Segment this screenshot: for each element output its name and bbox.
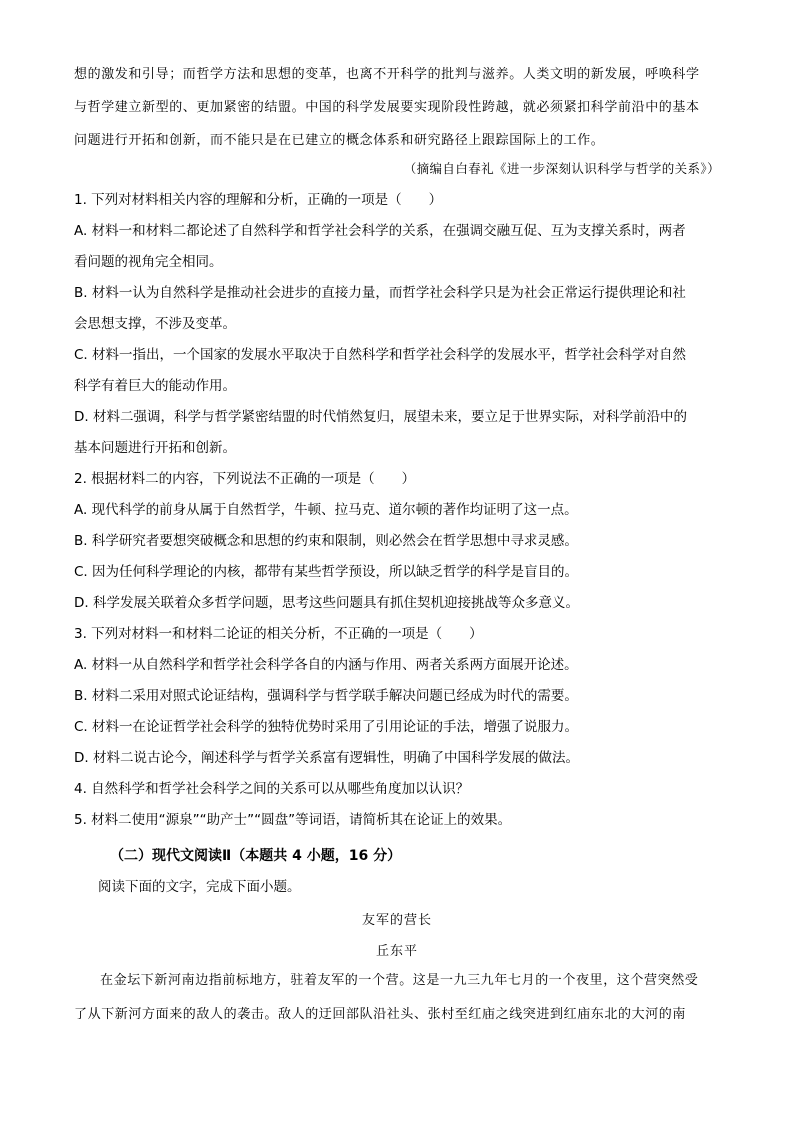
question-1-stem: 1. 下列对材料相关内容的理解和分析，正确的一项是（ ） xyxy=(74,192,443,208)
story-title: 友军的营长 xyxy=(361,913,432,928)
question-2-option-b: B. 科学研究者要想突破概念和思想的约束和限制，则必然会在哲学思想中寻求灵感。 xyxy=(74,533,578,549)
passage-source: （摘编自白春礼《进一步深刻认识科学与哲学的关系》） xyxy=(403,161,720,176)
question-3-stem: 3. 下列对材料一和材料二论证的相关分析，不正确的一项是（ ） xyxy=(74,626,483,642)
passage-line: 与哲学建立新型的、更加紧密的结盟。中国的科学发展要实现阶段性跨越，就必须紧扣科学前沿中的基本 xyxy=(74,100,700,115)
question-1-option-c-cont: 科学有着巨大的能动作用。 xyxy=(74,378,236,394)
question-1-option-d: D. 材料二强调，科学与哲学紧密结盟的时代悄然复归，展望未来，要立足于世界实际，对科学前沿中的 xyxy=(74,409,687,425)
passage-line: 问题进行开拓和创新，而不能只是在已建立的概念体系和研究路径上跟踪国际上的工作。 xyxy=(74,133,605,148)
question-1-option-a: A. 材料一和材料二都论述了自然科学和哲学社会科学的关系，在强调交融互促、互为支撑关系时，两者 xyxy=(74,223,686,239)
question-1-option-d-cont: 基本问题进行开拓和创新。 xyxy=(74,440,236,456)
story-body xyxy=(74,964,724,1032)
question-3-option-a: A. 材料一从自然科学和哲学社会科学各自的内涵与作用、两者关系两方面展开论述。 xyxy=(74,657,578,673)
question-2-option-a: A. 现代科学的前身从属于自然哲学，牛顿、拉马克、道尔顿的著作均证明了这一点。 xyxy=(74,502,578,518)
question-2-option-d: D. 科学发展关联着众多哲学问题，思考这些问题具有抓住契机迎接挑战等众多意义。 xyxy=(74,595,579,611)
question-1-option-b: B. 材料一认为自然科学是推动社会进步的直接力量，而哲学社会科学只是为社会正常运行提供理论和社 xyxy=(74,285,686,301)
question-1-option-a-cont: 看问题的视角完全相同。 xyxy=(74,254,223,270)
section-title: （二）现代文阅读Ⅱ（本题共 4 小题，16 分） xyxy=(110,848,402,864)
passage-continuation xyxy=(74,58,724,157)
story-line: 了从下新河方面来的敌人的袭击。敌人的迂回部队沿社头、张村至红庙之线突进到红庙东北的大河的南 xyxy=(74,1007,687,1022)
question-4-stem: 4. 自然科学和哲学社会科学之间的关系可以从哪些角度加以认识？ xyxy=(74,781,470,797)
question-2-option-c: C. 因为任何科学理论的内核，都带有某些哲学预设，所以缺乏哲学的科学是盲目的。 xyxy=(74,564,579,580)
question-3-option-b: B. 材料二采用对照式论证结构，强调科学与哲学联手解决问题已经成为时代的需要。 xyxy=(74,688,578,704)
question-list xyxy=(74,185,724,836)
section-instruction: 阅读下面的文字，完成下面小题。 xyxy=(98,879,301,895)
story-author: 丘东平 xyxy=(375,944,418,959)
question-5-stem: 5. 材料二使用“源泉”“助产士”“圆盘”等词语，请简析其在论证上的效果。 xyxy=(74,812,512,828)
question-3-option-c: C. 材料一在论证哲学社会科学的独特优势时采用了引用论证的手法，增强了说服力。 xyxy=(74,719,579,735)
question-2-stem: 2. 根据材料二的内容，下列说法不正确的一项是（ ） xyxy=(74,471,416,487)
question-1-option-b-cont: 会思想支撑，不涉及变革。 xyxy=(74,316,236,332)
story-line: 在金坛下新河南边指前标地方，驻着友军的一个营。这是一九三九年七月的一个夜里，这个营突然受 xyxy=(100,973,699,988)
question-3-option-d: D. 材料二说古论今，阐述科学与哲学关系富有逻辑性，明确了中国科学发展的做法。 xyxy=(74,750,579,766)
passage-line: 想的激发和引导；而哲学方法和思想的变革，也离不开科学的批判与滋养。人类文明的新发展，呼唤科学 xyxy=(74,67,700,82)
question-1-option-c: C. 材料一指出，一个国家的发展水平取决于自然科学和哲学社会科学的发展水平，哲学社会科学对自然 xyxy=(74,347,687,363)
